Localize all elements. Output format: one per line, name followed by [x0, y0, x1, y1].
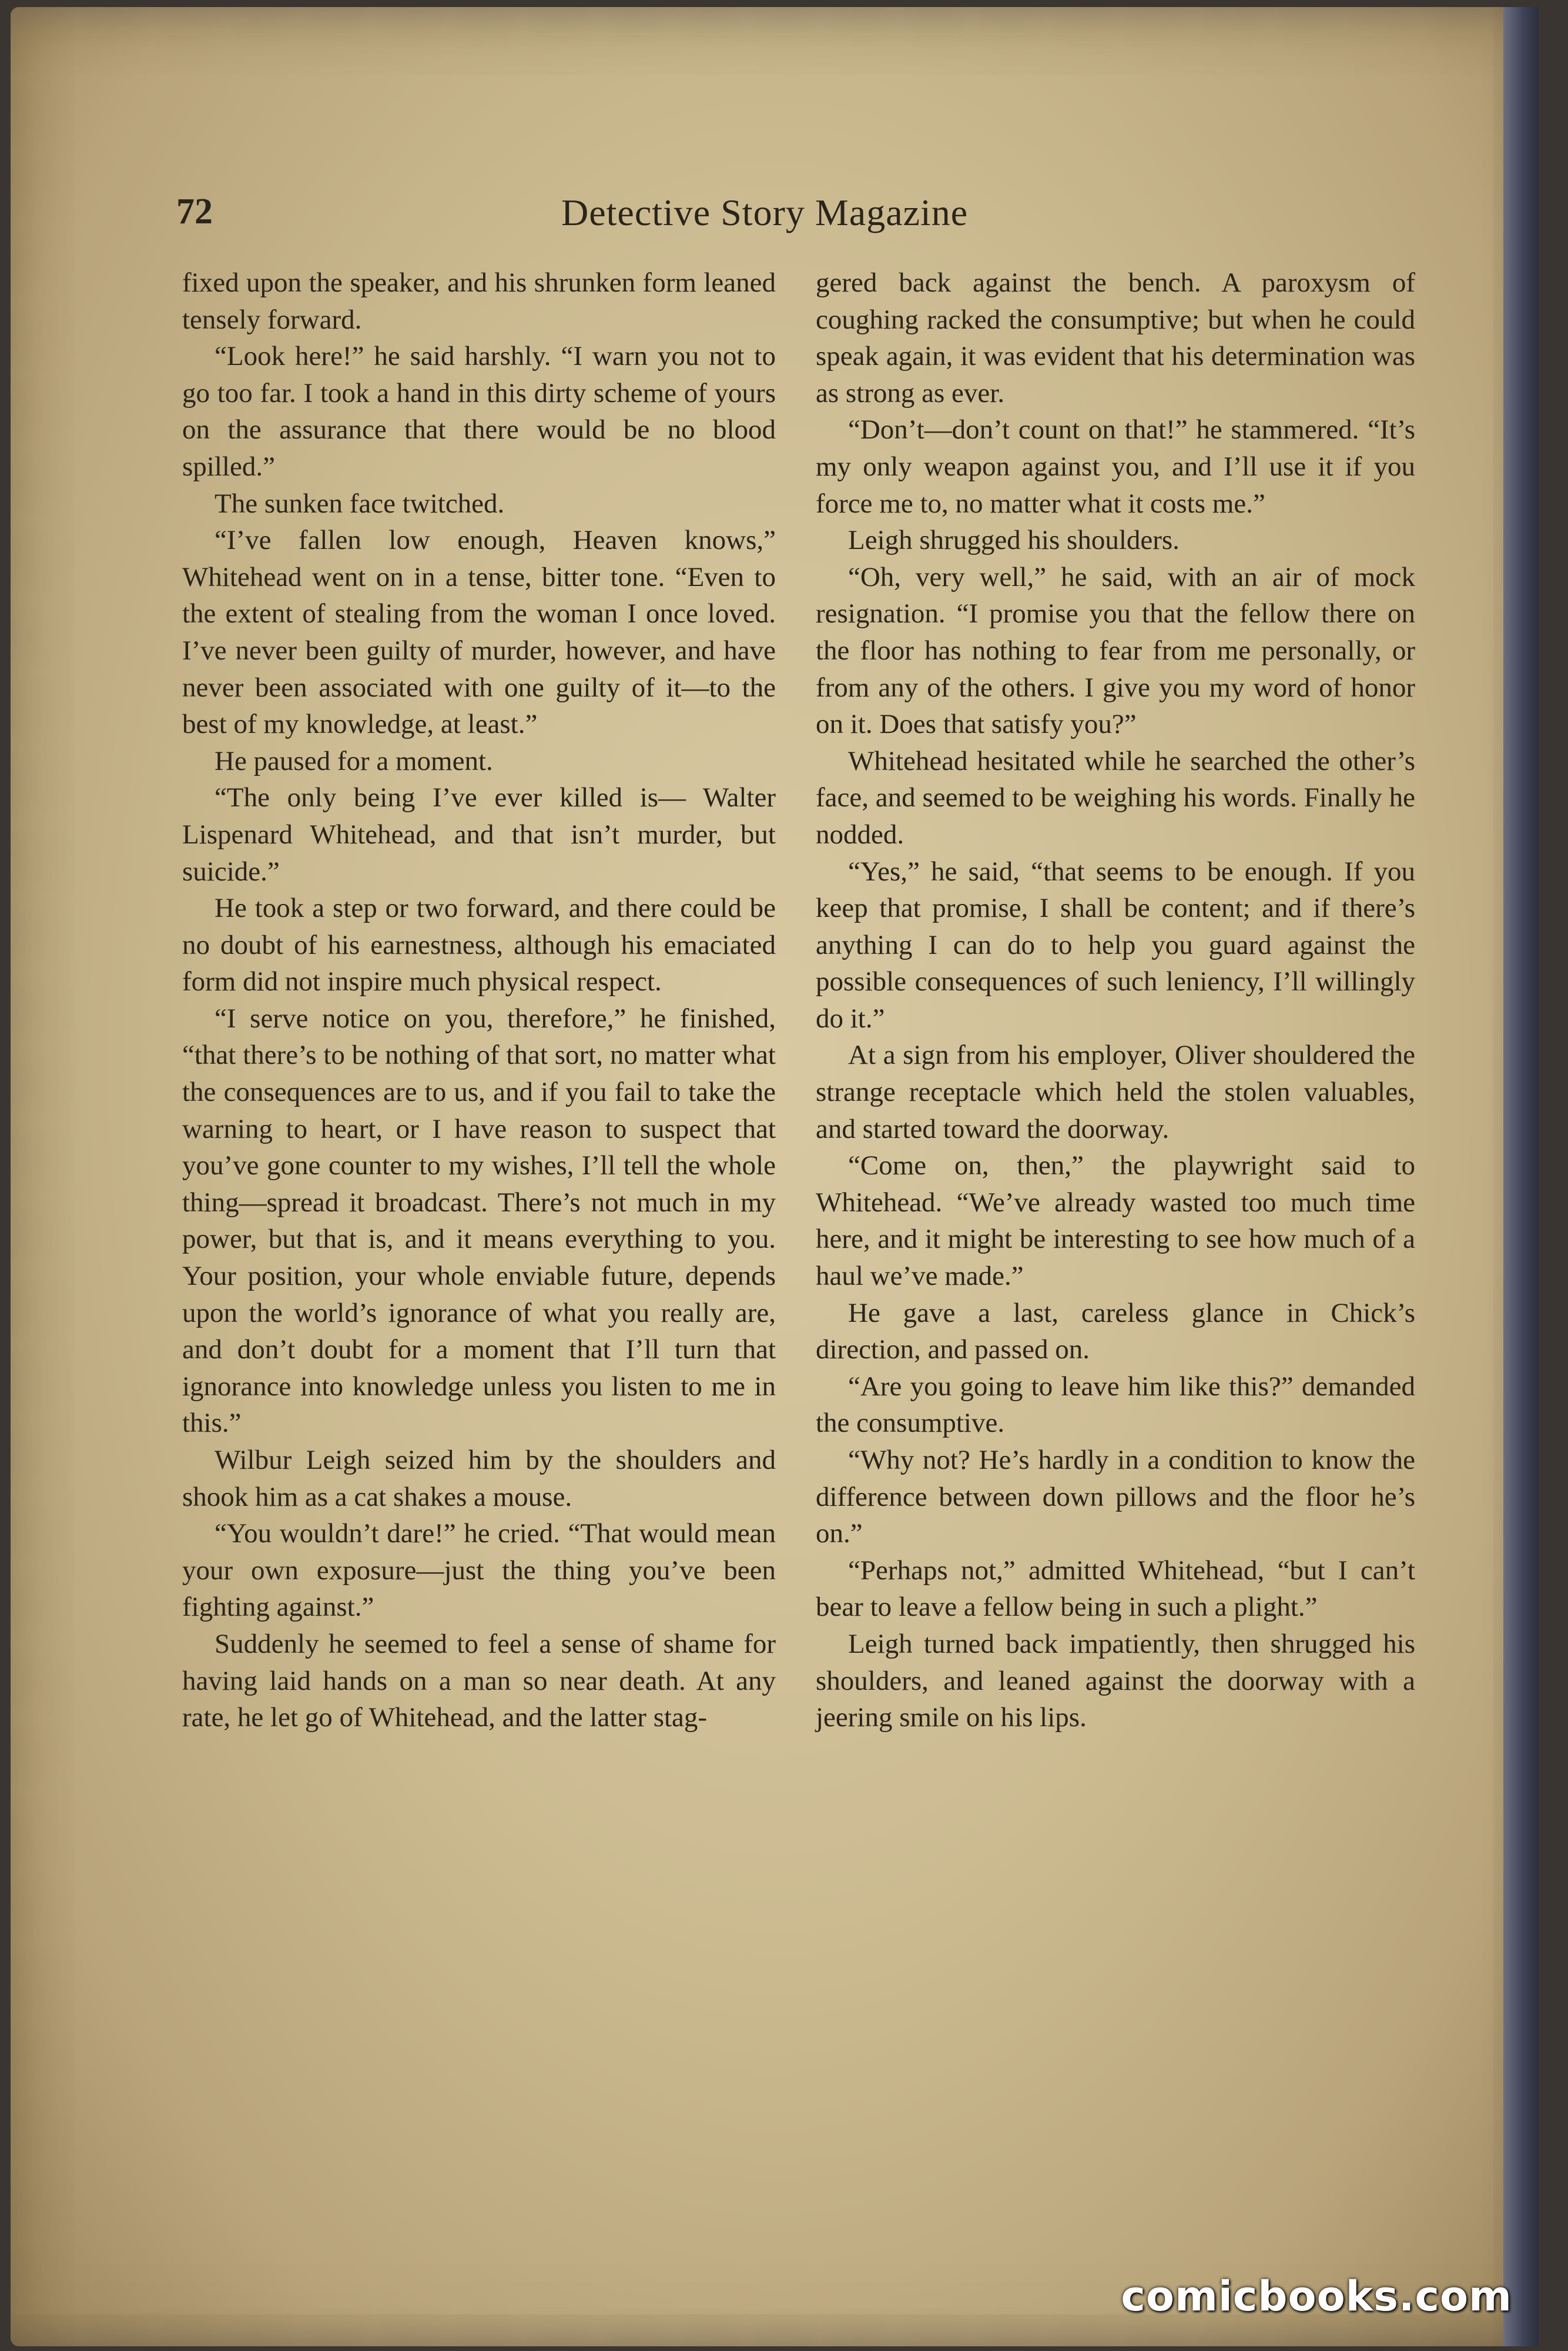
- paragraph: “Look here!” he said harshly. “I warn you not to go too far. I took a hand in this dirty scheme of yours on the assurance that there would be no blood spilled.”: [182, 341, 776, 482]
- paragraph: “Come on, then,” the playwright said to Whitehead. “We’ve already wasted too much time here, and it might be interesting to see how much of a haul we’ve made.”: [816, 1150, 1415, 1292]
- paragraph: “Oh, very well,” he said, with an air of mock resignation. “I promise you that the fellow there on the floor has nothing to fear from me personally, or from any of the others. I give you my word of honor on it. Does that satisfy you?”: [816, 561, 1415, 740]
- paragraph: He paused for a moment.: [215, 745, 493, 776]
- paragraph: “Are you going to leave him like this?” demanded the consumptive.: [816, 1371, 1415, 1439]
- paragraph: “You wouldn’t dare!” he cried. “That would mean your own exposure—just the thing you’ve been fighting against.”: [182, 1518, 776, 1623]
- paragraph: At a sign from his employer, Oliver shouldered the strange receptacle which held the stolen valuables, and started toward the doorway.: [816, 1040, 1415, 1144]
- watermark: comicbooks.com: [1121, 2272, 1512, 2320]
- paragraph: “I’ve fallen low enough, Heaven knows,” Whitehead went on in a tense, bitter tone. “Even to the extent of stealing from the woman I once loved. I’ve never been guilty of murder, however, and have never been associated with one guilty of it—to the best of my knowledge, at least.”: [182, 525, 776, 740]
- paragraph: “Perhaps not,” admitted Whitehead, “but I can’t bear to leave a fellow being in such a plight.”: [816, 1555, 1415, 1623]
- page-header: [176, 191, 1028, 256]
- page-number: 72: [176, 192, 213, 232]
- paragraph: Leigh shrugged his shoulders.: [848, 525, 1180, 556]
- paragraph: The sunken face twitched.: [215, 488, 505, 519]
- paragraph: “Yes,” he said, “that seems to be enough. If you keep that promise, I shall be content; and if there’s anything I can do to help you guard against the possible consequences of such leniency, I’ll willingly do it.”: [816, 856, 1415, 1034]
- book-spine: [1503, 7, 1539, 2346]
- paragraph: fixed upon the speaker, and his shrunken form leaned tensely forward.: [182, 267, 776, 335]
- paragraph: Whitehead hesitated while he searched the other’s face, and seemed to be weighing his words. Finally he nodded.: [816, 745, 1415, 850]
- left-text-column: [182, 264, 776, 1736]
- paragraph: “Why not? He’s hardly in a condition to know the difference between down pillows and the floor he’s on.”: [816, 1445, 1415, 1549]
- paragraph: “Don’t—don’t count on that!” he stammered. “It’s my only weapon against you, and I’ll use it if you force me to, no matter what it costs me.”: [816, 414, 1415, 519]
- paragraph: gered back against the bench. A paroxysm of coughing racked the consumptive; but when he could speak again, it was evident that his determination was as strong as ever.: [816, 267, 1415, 408]
- paragraph: “I serve notice on you, therefore,” he finished, “that there’s to be nothing of that sort, no matter what the consequences are to us, and if you fail to take the warning to heart, or I have reason to suspect that you’ve gone counter to my wishes, I’ll tell the whole thing—spread it broadcast. There’s not much in my power, but that is, and it means everything to you. Your position, your whole enviable future, depends upon the world’s ignorance of what you really are, and don’t doubt for a moment that I’ll turn that ignorance into knowledge unless you listen to me in this.”: [182, 1003, 776, 1439]
- paragraph: He took a step or two forward, and there could be no doubt of his earnestness, although his emaciated form did not inspire much physical respect.: [182, 893, 776, 997]
- paragraph: He gave a last, careless glance in Chick’s direction, and passed on.: [816, 1297, 1415, 1365]
- paragraph: Wilbur Leigh seized him by the shoulders and shook him as a cat shakes a mouse.: [182, 1445, 776, 1512]
- running-title: Detective Story Magazine: [561, 192, 969, 233]
- paragraph: Leigh turned back impatiently, then shrugged his shoulders, and leaned against the doorway with a jeering smile on his lips.: [816, 1628, 1415, 1733]
- right-text-column: [816, 264, 1415, 1736]
- paragraph: Suddenly he seemed to feel a sense of shame for having laid hands on a man so near death. At any rate, he let go of Whitehead, and the latter stag-: [182, 1628, 776, 1733]
- paragraph: “The only being I’ve ever killed is— Walter Lispenard Whitehead, and that isn’t murder, but suicide.”: [182, 782, 776, 887]
